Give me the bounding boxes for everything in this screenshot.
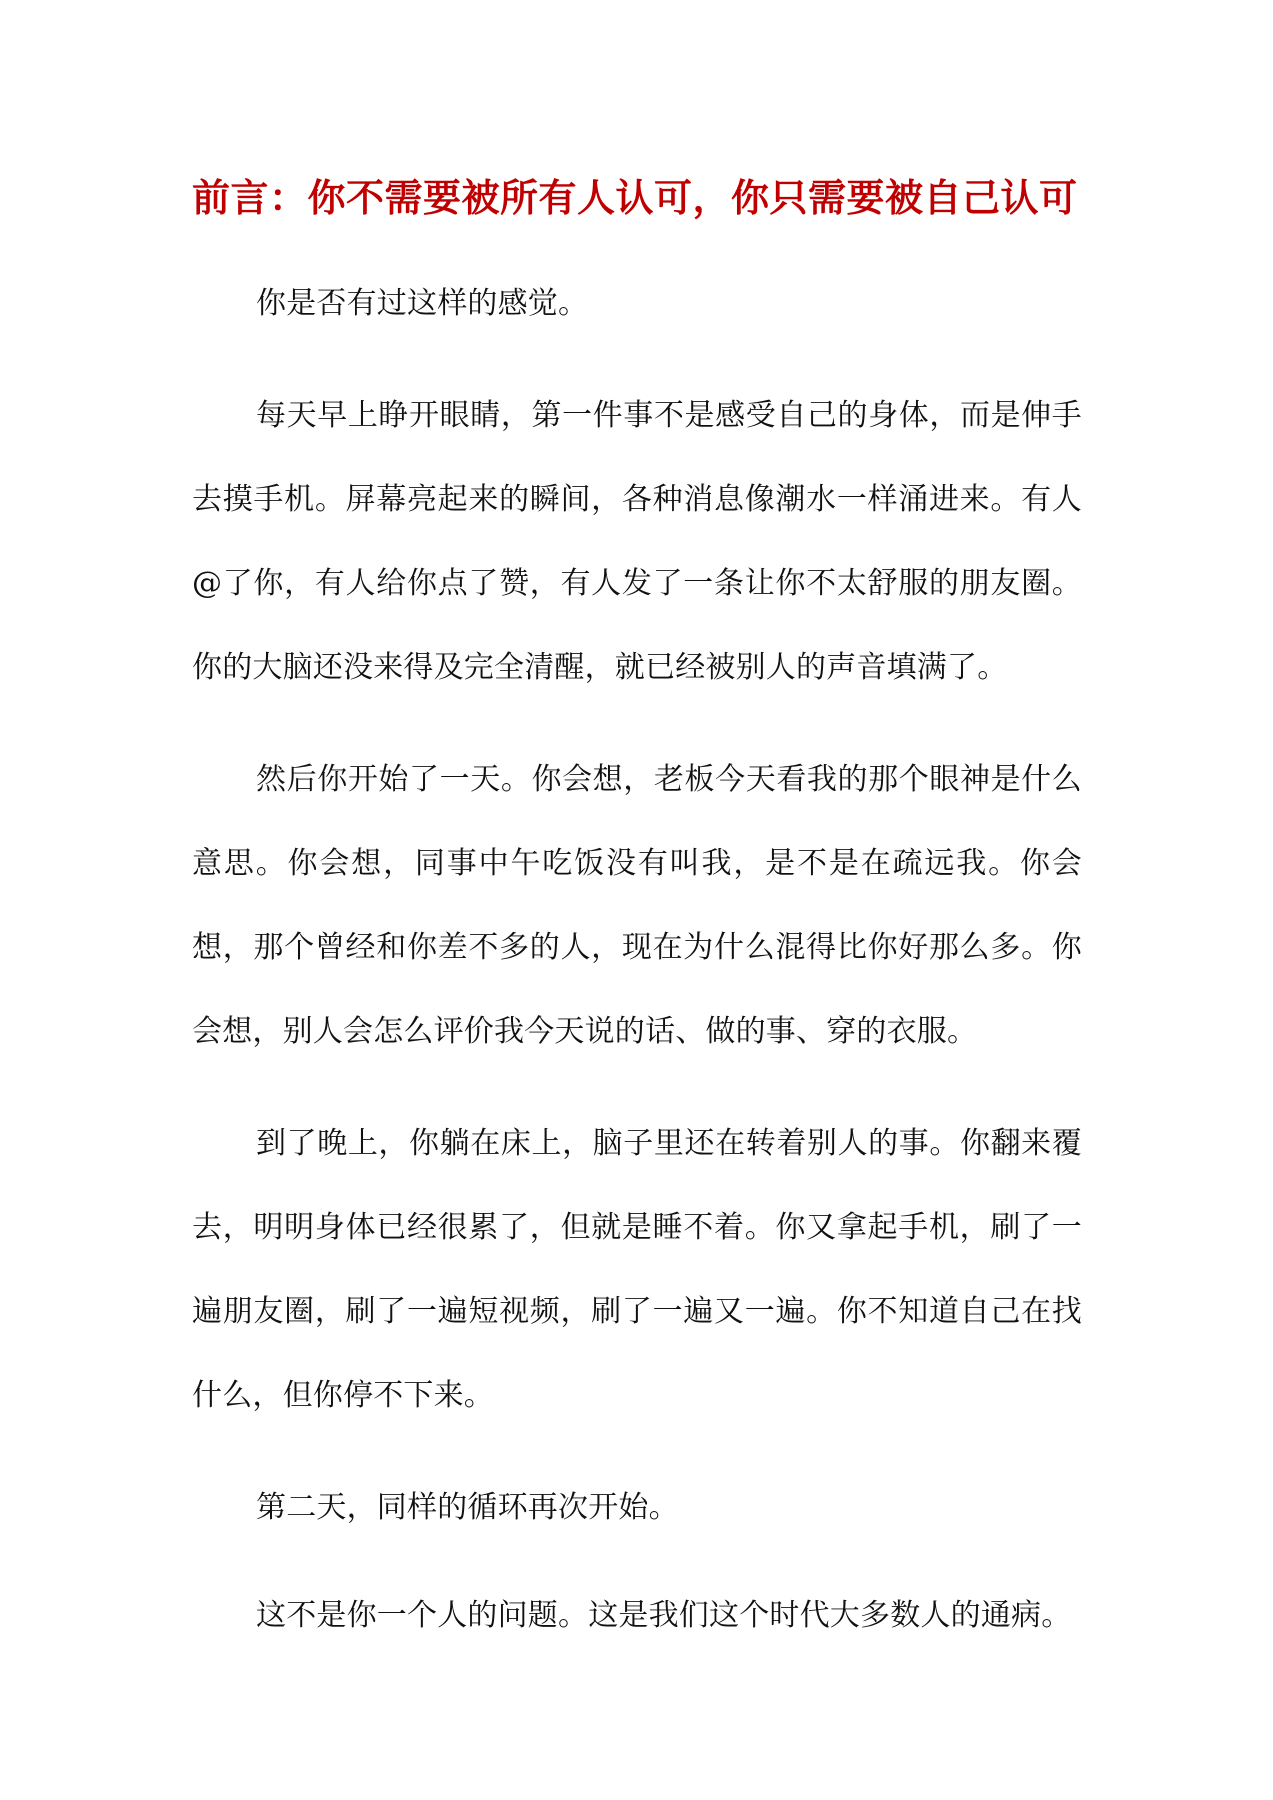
paragraph-4: 到了晚上，你躺在床上，脑子里还在转着别人的事。你翻来覆去，明明身体已经很累了，但就是睡不着。你又拿起手机，刷了一遍朋友圈，刷了一遍短视频，刷了一遍又一遍。你不知道自己在找什么，但你停不下来。 [192,1126,1082,1413]
document-body [192,168,1082,1686]
paragraph-2: 每天早上睁开眼睛，第一件事不是感受自己的身体，而是伸手去摸手机。屏幕亮起来的瞬间，各种消息像潮水一样涌进来。有人@了你，有人给你点了赞，有人发了一条让你不太舒服的朋友圈。你的大脑还没来得及完全清醒，就已经被别人的声音填满了。 [192,398,1082,685]
paragraph-6: 这不是你一个人的问题。这是我们这个时代大多数人的通病。 [256,1598,1072,1633]
paragraph-1: 你是否有过这样的感觉。 [256,286,589,321]
paragraph-3: 然后你开始了一天。你会想，老板今天看我的那个眼神是什么意思。你会想，同事中午吃饭没有叫我，是不是在疏远我。你会想，那个曾经和你差不多的人，现在为什么混得比你好那么多。你会想，别人会怎么评价我今天说的话、做的事、穿的衣服。 [192,762,1082,1049]
paragraph-5: 第二天，同样的循环再次开始。 [256,1490,679,1525]
chapter-title: 前言：你不需要被所有人认可，你只需要被自己认可 [192,175,1078,220]
